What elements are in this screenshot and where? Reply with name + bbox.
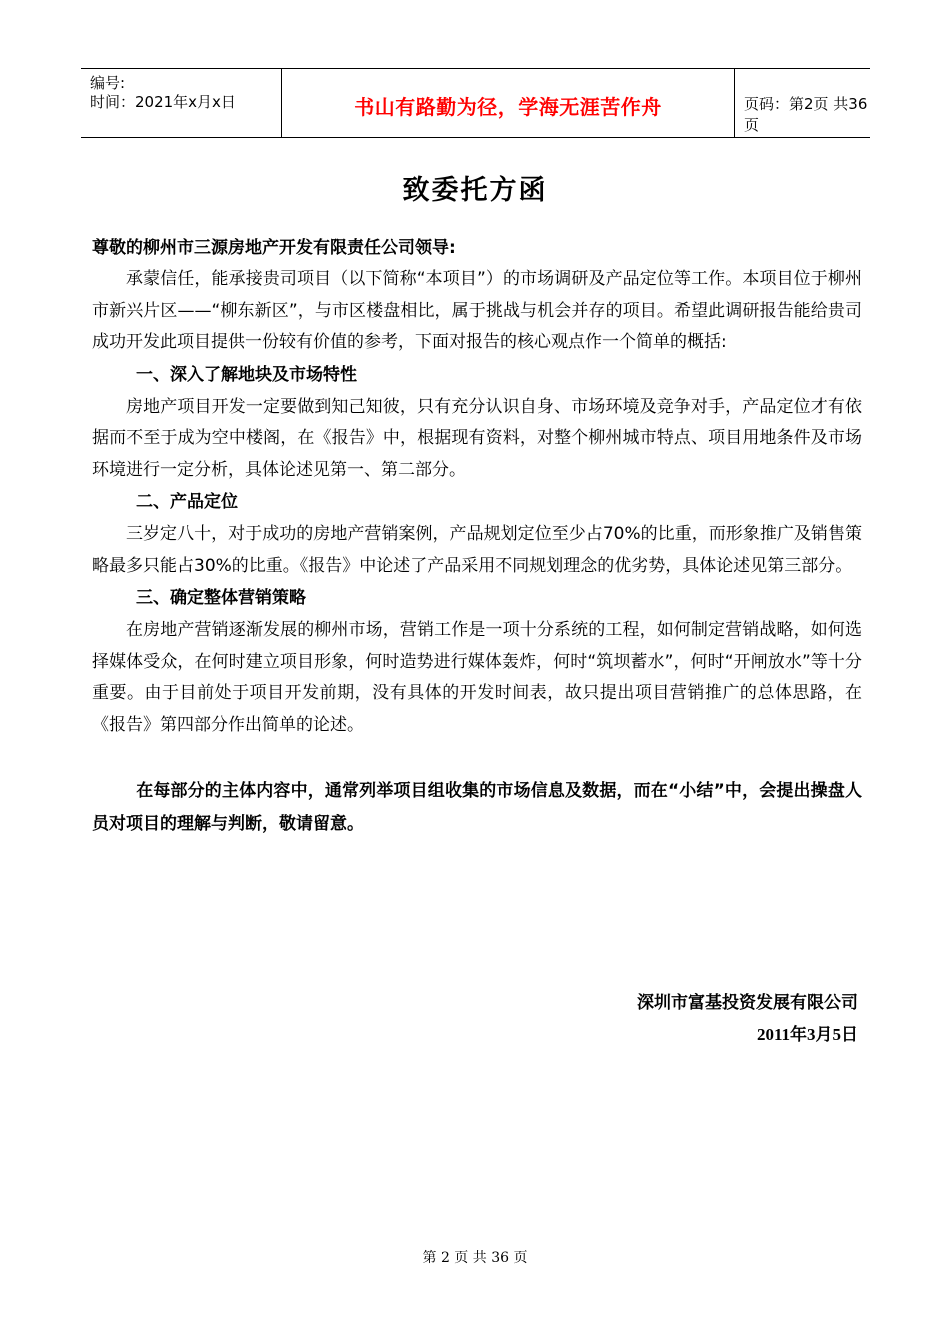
section-heading-2: 二、产品定位 [136,492,238,512]
document-title: 致委托方函 [402,175,548,206]
closing-note: 在每部分的主体内容中，通常列举项目组收集的市场信息及数据，而在“小结”中，会提出操盘人员对项目的理解与判断，敬请留意。 [92,781,862,834]
header-motto: 书山有路勤为径，学海无涯苦作舟 [354,95,662,119]
signature-company: 深圳市富基投资发展有限公司 [637,993,858,1013]
intro-paragraph: 承蒙信任，能承接贵司项目（以下简称“本项目”）的市场调研及产品定位等工作。本项目位于柳州市新兴片区——“柳东新区”，与市区楼盘相比，属于挑战与机会并存的项目。希望此调研报告能给贵司成功开发此项目提供一份较有价值的参考，下面对报告的核心观点作一个简单的概括: [92,269,862,352]
salutation: 尊敬的柳州市三源房地产开发有限责任公司领导: [92,238,456,258]
header-page-info: 页码：第2页 共36页 [744,95,868,134]
header-table [81,68,870,138]
section-paragraph-1: 房地产项目开发一定要做到知己知彼，只有充分认识自身、市场环境及竞争对手，产品定位才有依据而不至于成为空中楼阁，在《报告》中，根据现有资料，对整个柳州城市特点、项目用地条件及市场环境进行一定分析，具体论述见第一、第二部分。 [92,396,862,480]
signature-date: 2011年3月5日 [756,1025,858,1044]
document-time-label: 时间：2021年x月x日 [90,93,236,111]
page-footer: 第 2 页 共 36 页 [422,1250,528,1266]
section-paragraph-2: 三岁定八十，对于成功的房地产营销案例，产品规划定位至少占70%的比重，而形象推广及销售策略最多只能占30%的比重。《报告》中论述了产品采用不同规划理念的优劣势，具体论述见第三部分。 [92,524,862,576]
spacer [92,741,862,775]
section-heading-1: 一、深入了解地块及市场特性 [136,364,357,385]
section-paragraph-3: 在房地产营销逐渐发展的柳州市场，营销工作是一项十分系统的工程，如何制定营销战略，如何选择媒体受众，在何时建立项目形象，何时造势进行媒体轰炸，何时“筑坝蓄水”，何时“开闸放水”等十分重要。由于目前处于项目开发前期，没有具体的开发时间表，故只提出项目营销推广的总体思路，在《报告》第四部分作出简单的论述。 [92,620,862,735]
section-heading-3: 三、确定整体营销策略 [136,588,306,608]
header-motto-cell [281,69,735,137]
header-page-cell [735,69,870,137]
signature-block [637,988,858,1050]
letter-body [92,232,862,841]
document-number-label: 编号: [90,74,126,92]
header-meta-cell [81,69,281,137]
